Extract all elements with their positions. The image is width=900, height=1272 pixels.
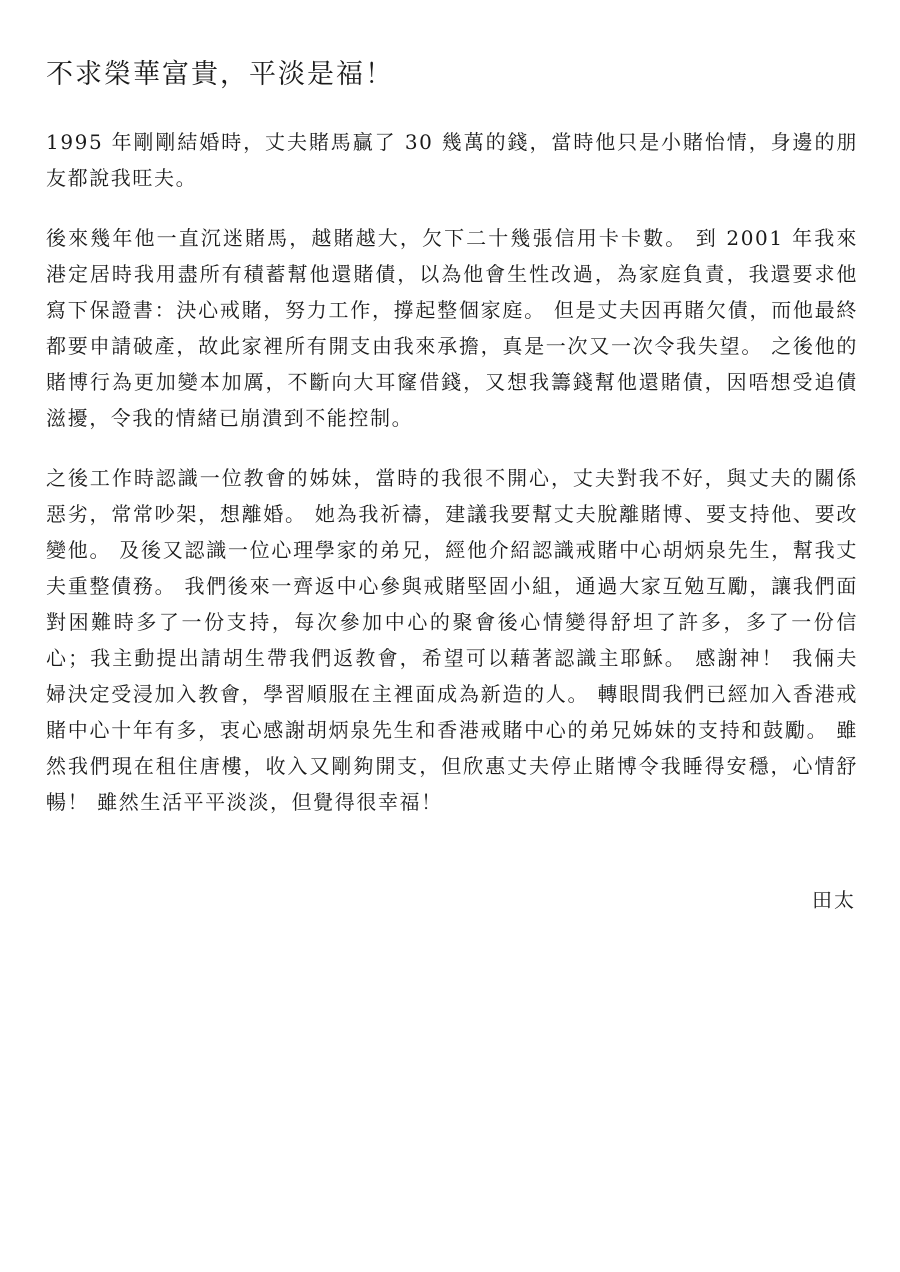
paragraph-recovery: 之後工作時認識一位教會的姊妹，當時的我很不開心，丈夫對我不好，與丈夫的關係惡劣，常常吵架，想離婚。 她為我祈禱，建議我要幫丈夫脫離賭博、要支持他、要改變他。 及後又認識一位心理學家的弟兄，經他介紹認識戒賭中心胡炳泉先生，幫我丈夫重整債務。 我們後來一齊返中心參與戒賭堅固小組，通過大家互勉互勵，讓我們面對困難時多了一份支持，每次參加中心的聚會後心情變得舒坦了許多，多了一份信心；我主動提出請胡生帶我們返教會，希望可以藉著認識主耶穌。 感謝神！ 我倆夫婦決定受浸加入教會，學習順服在主裡面成為新造的人。 轉眼間我們已經加入香港戒賭中心十年有多，衷心感謝胡炳泉先生和香港戒賭中心的弟兄姊妹的支持和鼓勵。 雖然我們現在租住唐樓，收入又剛夠開支，但欣惠丈夫停止賭博令我睡得安穩，心情舒暢！ 雖然生活平平淡淡，但覺得很幸福！ [46,466,858,814]
paragraph-marriage: 1995 年剛剛結婚時，丈夫賭馬贏了 30 幾萬的錢，當時他只是小賭怡情，身邊的朋友都說我旺夫。 [46,130,858,190]
signature: 田太 [812,888,856,912]
document-body [46,124,858,844]
document-title: 不求榮華富貴，平淡是福！ [46,59,394,90]
paragraph-gambling-debt: 後來幾年他一直沉迷賭馬，越賭越大，欠下二十幾張信用卡卡數。 到 2001 年我來港定居時我用盡所有積蓄幫他還賭債，以為他會生性改過，為家庭負責，我還要求他寫下保證書：決心戒賭，努力工作，撐起整個家庭。 但是丈夫因再賭欠債，而他最終都要申請破產，故此家裡所有開支由我來承擔，真是一次又一次令我失望。 之後他的賭博行為更加變本加厲，不斷向大耳窿借錢，又想我籌錢幫他還賭債，因唔想受追債滋擾，令我的情緒已崩潰到不能控制。 [46,226,858,430]
